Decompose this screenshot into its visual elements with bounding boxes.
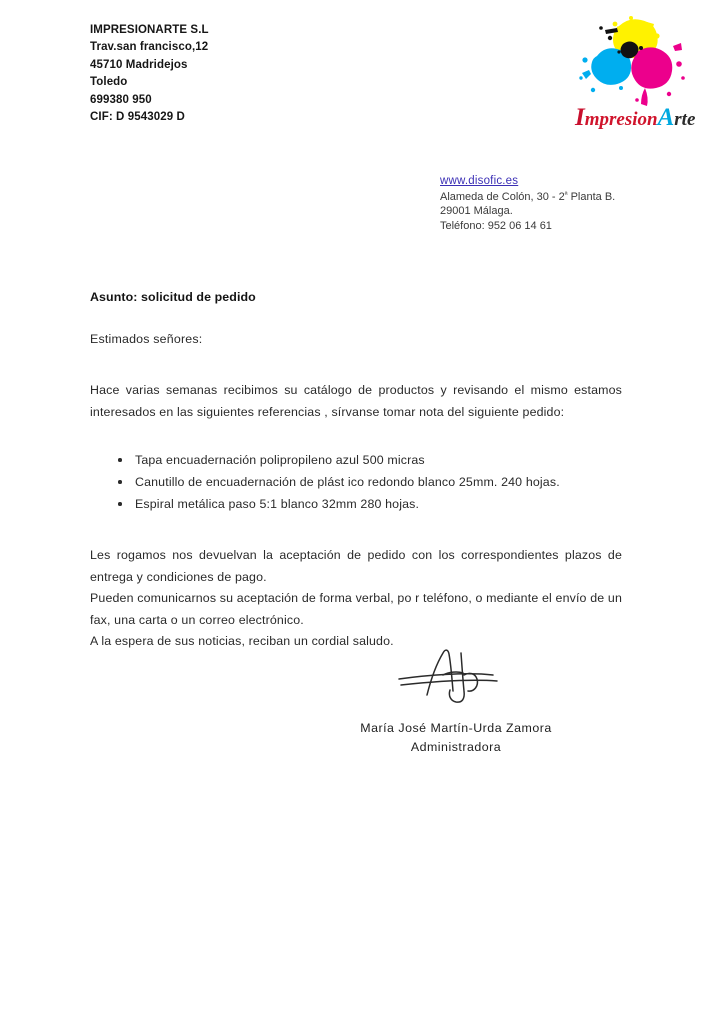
list-item: Tapa encuadernación polipropileno azul 500 micras xyxy=(118,449,622,471)
sender-city: 45710 Madridejos xyxy=(90,58,188,71)
recipient-address-block xyxy=(440,174,615,233)
sender-street: Trav.san francisco,12 xyxy=(90,41,209,54)
letter-closing-line-3: A la espera de sus noticias, reciban un cordial saludo. xyxy=(90,634,394,648)
logo-text-mpresion: mpresion xyxy=(584,109,658,130)
letter-body xyxy=(90,290,622,653)
logo-wordmark xyxy=(575,104,696,138)
recipient-city: 29001 Málaga. xyxy=(440,205,513,218)
recipient-street-text: Alameda de Colón, 30 - 2 xyxy=(440,191,565,204)
order-item-list xyxy=(90,449,622,515)
recipient-phone: Teléfono: 952 06 14 61 xyxy=(440,219,552,232)
company-logo xyxy=(575,12,696,144)
recipient-street xyxy=(440,188,615,204)
signer-name: María José Martín-Urda Zamora xyxy=(360,721,552,735)
sender-phone: 699380 950 xyxy=(90,93,152,106)
letter-closing-paragraph: Les rogamos nos devuelvan la aceptación de pedido con los correspondientes plazos de entrega y condiciones de pago. xyxy=(90,548,622,584)
website-link[interactable]: www.disofic.es xyxy=(440,175,519,187)
logo-letter-a: A xyxy=(657,104,675,131)
sender-address-block xyxy=(90,22,209,126)
sender-province: Toledo xyxy=(90,76,128,89)
ordinal-indicator: ª xyxy=(564,190,568,200)
signer-role: Administradora xyxy=(410,740,502,754)
sender-company: IMPRESIONARTE S.L xyxy=(90,24,209,36)
sender-tax-id: CIF: D 9543029 D xyxy=(90,111,185,124)
recipient-street-suffix: Planta B. xyxy=(567,191,616,204)
letter-closing-block xyxy=(90,545,622,653)
logo-letter-i: I xyxy=(575,104,585,131)
handwritten-signature-icon xyxy=(381,645,531,707)
logo-text-rte: rte xyxy=(674,109,696,130)
list-item: Espiral metálica paso 5:1 blanco 32mm 280 hojas. xyxy=(118,493,622,515)
signature-block xyxy=(332,645,580,754)
letter-closing-line-2: Pueden comunicarnos su aceptación de forma verbal, po r teléfono, o mediante el envío de un fax, una carta o un correo electrónico. xyxy=(90,591,622,627)
letter-greeting: Estimados señores: xyxy=(90,332,203,346)
letter-subject: Asunto: solicitud de pedido xyxy=(90,290,256,304)
letter-intro-paragraph: Hace varias semanas recibimos su catálogo de productos y revisando el mismo estamos interesados en las siguientes referencias , sírvanse tomar nota del siguiente pedido: xyxy=(90,383,622,419)
list-item: Canutillo de encuadernación de plást ico redondo blanco 25mm. 240 hojas. xyxy=(118,471,622,493)
paint-splatter-icon xyxy=(575,12,693,108)
